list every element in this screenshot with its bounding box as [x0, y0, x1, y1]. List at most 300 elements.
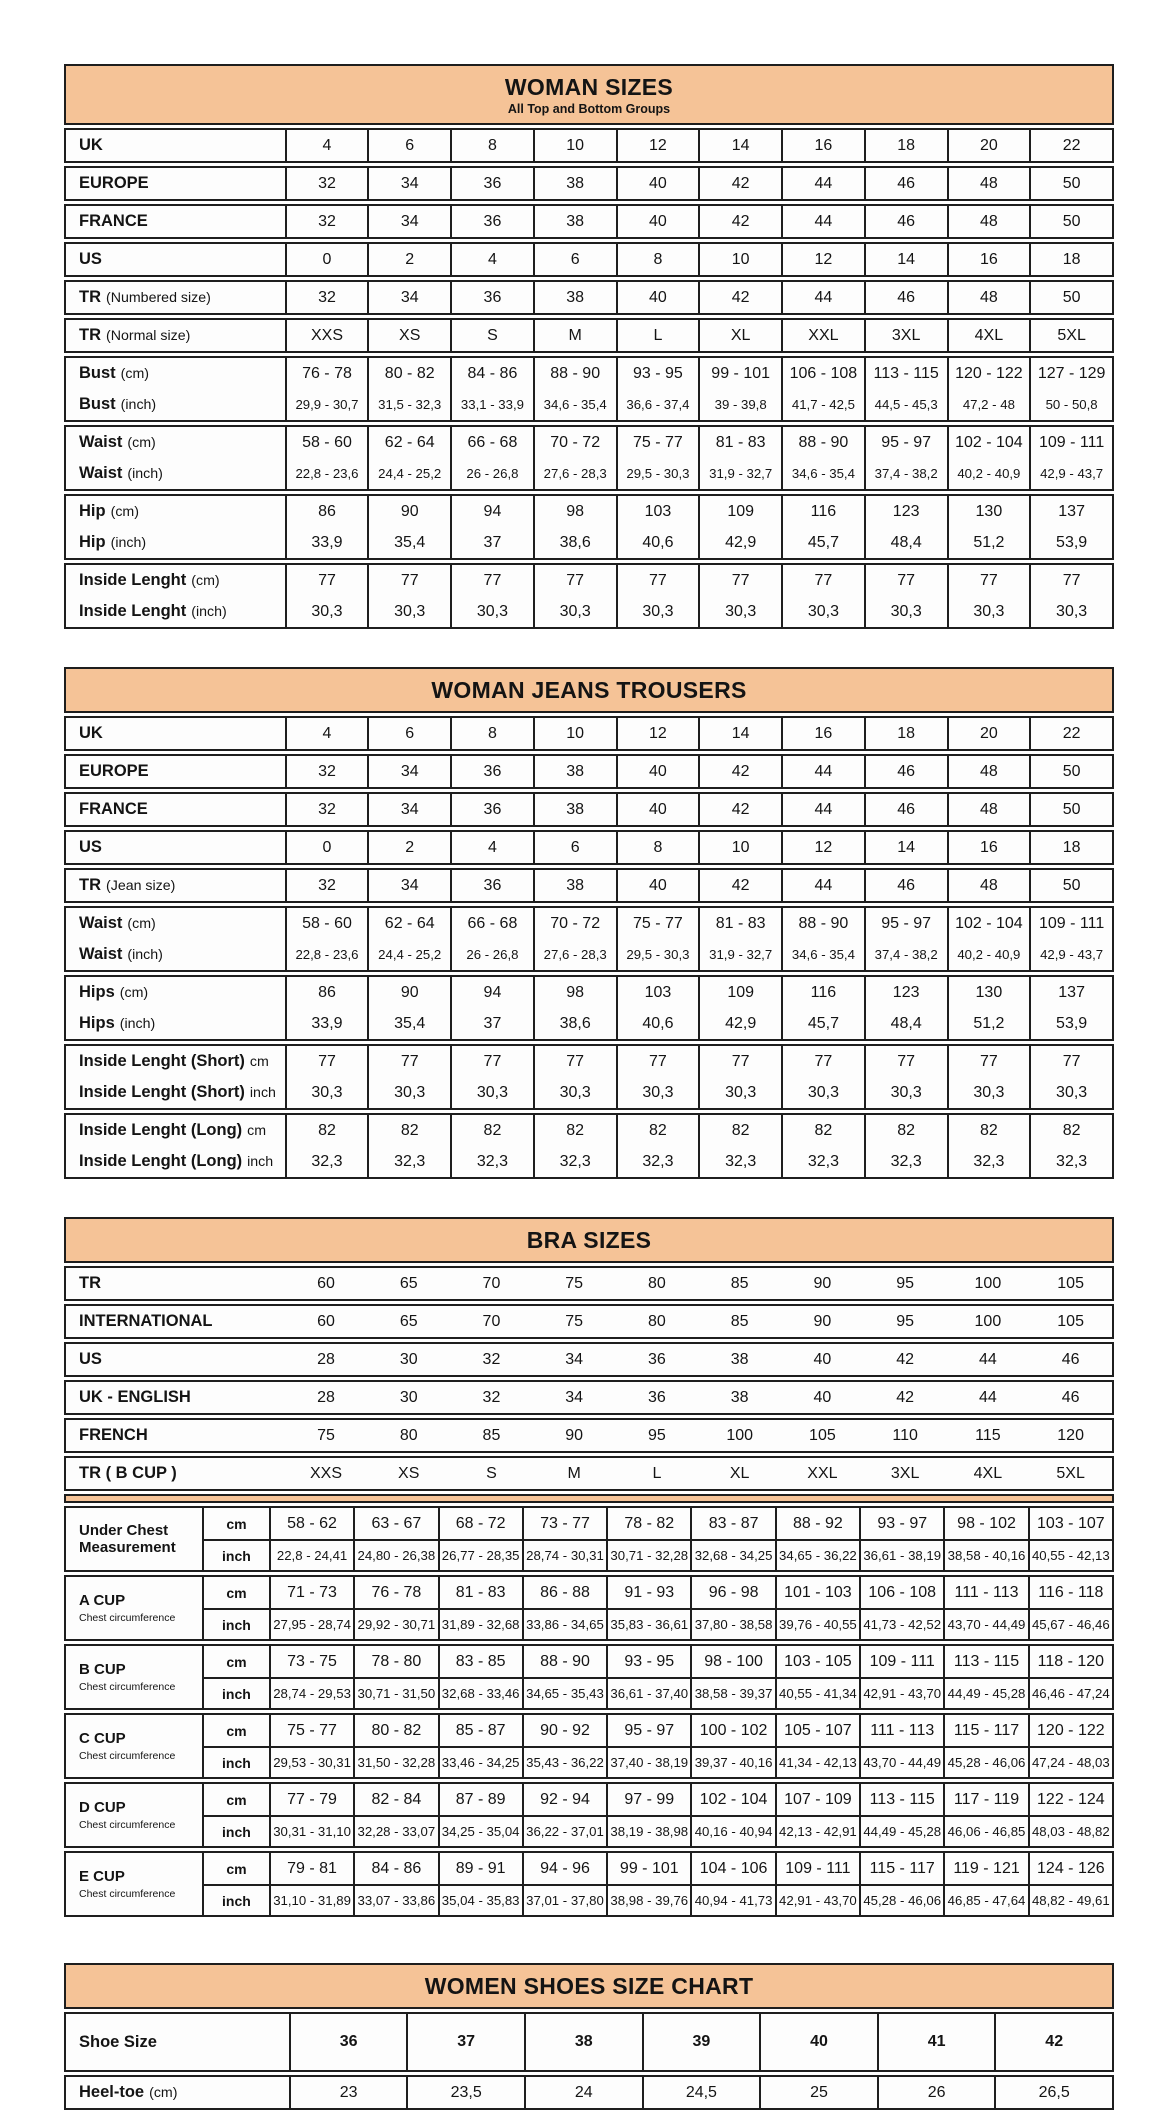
cell-value: 10	[698, 832, 781, 863]
cell-value: 45,28 - 46,06	[943, 1746, 1027, 1777]
cell-value: 30,3	[947, 596, 1030, 627]
cell-value: L	[652, 1464, 662, 1482]
cell-value: 5XL	[1056, 1464, 1085, 1482]
bra-sizes-row-group	[64, 1304, 1114, 1339]
cell-value: 46	[864, 206, 947, 237]
cell-value: 87 - 89	[438, 1784, 522, 1815]
cell-value: 100	[726, 1426, 754, 1444]
cell-value: 105 - 107	[775, 1715, 859, 1746]
cell-value: 32	[285, 206, 368, 237]
row-label: TR (Jean size)	[79, 876, 176, 894]
cell-value: 22	[1029, 130, 1112, 161]
cell-value: 94 - 96	[522, 1853, 606, 1884]
cell-value: 35,04 - 35,83	[438, 1884, 522, 1915]
cell-value: 70	[482, 1274, 501, 1292]
row-label: UK	[79, 724, 103, 742]
cell-value: 18	[864, 130, 947, 161]
bra-sizes-row-group	[64, 1342, 1114, 1377]
cell-value: 43,70 - 44,49	[859, 1746, 943, 1777]
cell-value: 36,6 - 37,4	[616, 389, 699, 420]
cell-value: 23,5	[406, 2077, 524, 2108]
woman-sizes-row-group	[64, 425, 1114, 491]
cell-value: 6	[367, 718, 450, 749]
cell-value: 40	[813, 1388, 832, 1406]
cell-value: 40	[616, 756, 699, 787]
cell-value: 29,53 - 30,31	[269, 1746, 353, 1777]
row-label: Under Chest Measurement	[79, 1521, 176, 1556]
woman-jeans-row-group	[64, 868, 1114, 903]
cell-value: 5XL	[1029, 320, 1112, 351]
cell-value: 105	[809, 1426, 836, 1444]
cell-value: 40,2 - 40,9	[947, 939, 1030, 970]
cell-value: 77	[864, 565, 947, 596]
cell-value: 42	[698, 282, 781, 313]
cell-value: 30,3	[698, 596, 781, 627]
cell-value: 120 - 122	[1028, 1715, 1112, 1746]
cell-value: 42,91 - 43,70	[859, 1677, 943, 1708]
cell-value: 24,4 - 25,2	[367, 939, 450, 970]
cell-value: 46,06 - 46,85	[943, 1815, 1027, 1846]
cell-value: 30,71 - 32,28	[606, 1539, 690, 1570]
cell-value: 77	[1029, 565, 1112, 596]
cell-value: 75	[317, 1426, 335, 1444]
cell-value: 47,24 - 48,03	[1028, 1746, 1112, 1777]
cell-value: 85	[730, 1312, 749, 1330]
cell-value: 30,3	[698, 1077, 781, 1108]
cell-value: 58 - 60	[285, 908, 368, 939]
cell-value: 106 - 108	[781, 358, 864, 389]
cell-value: 79 - 81	[269, 1853, 353, 1884]
cell-value: XXS	[309, 1464, 342, 1482]
cell-value: 4	[450, 244, 533, 275]
cell-value: 32,3	[616, 1146, 699, 1177]
cell-value: 44,49 - 45,28	[859, 1815, 943, 1846]
cell-value: 100 - 102	[690, 1715, 774, 1746]
cell-value: 77	[450, 1046, 533, 1077]
cell-value: 30,3	[864, 1077, 947, 1108]
cell-value: 111 - 113	[943, 1577, 1027, 1608]
cell-value: 46	[1061, 1388, 1080, 1406]
cell-value: 40	[616, 168, 699, 199]
cell-value: 30,3	[781, 1077, 864, 1108]
cell-value: 116	[781, 496, 864, 527]
cell-value: 70 - 72	[533, 908, 616, 939]
cell-value: 50	[1029, 168, 1112, 199]
cell-value: 124 - 126	[1028, 1853, 1112, 1884]
cell-value: 37	[450, 1008, 533, 1039]
cell-value: 40	[616, 206, 699, 237]
cell-value: 45,67 - 46,46	[1028, 1608, 1112, 1639]
cell-value: 38,58 - 40,16	[943, 1539, 1027, 1570]
cell-value: 32,3	[450, 1146, 533, 1177]
cell-value: 33,1 - 33,9	[450, 389, 533, 420]
cell-value: 80 - 82	[353, 1715, 437, 1746]
bra-sizes-row-group	[64, 1782, 1114, 1848]
cell-value: 44	[978, 1388, 997, 1406]
cell-value: 82	[947, 1115, 1030, 1146]
cell-value: 100	[974, 1312, 1002, 1330]
cell-value: 76 - 78	[353, 1577, 437, 1608]
cell-value: 33,9	[285, 1008, 368, 1039]
row-label: Hip (inch)	[79, 533, 147, 551]
unit-label: cm	[202, 1646, 269, 1677]
cell-value: 116	[781, 977, 864, 1008]
row-label: Inside Lenght (cm)	[79, 571, 220, 589]
cell-value: 85	[482, 1426, 501, 1444]
cell-value: 48	[947, 168, 1030, 199]
cell-value: 2	[367, 244, 450, 275]
cell-value: 34,65 - 35,43	[522, 1677, 606, 1708]
cell-value: 115 - 117	[859, 1853, 943, 1884]
woman-jeans-row-group	[64, 830, 1114, 865]
women-shoes-row-group	[64, 2075, 1114, 2110]
cell-value: 71 - 73	[269, 1577, 353, 1608]
woman-sizes-title: WOMAN SIZES	[504, 74, 674, 100]
cell-value: 41,73 - 42,52	[859, 1608, 943, 1639]
cell-value: 116 - 118	[1028, 1577, 1112, 1608]
cell-value: 33,9	[285, 527, 368, 558]
cell-value: 90	[813, 1312, 832, 1330]
cell-value: 37	[450, 527, 533, 558]
cell-value: 32	[285, 756, 368, 787]
cell-value: 36	[648, 1350, 666, 1368]
cell-value: 103	[616, 496, 699, 527]
cell-value: 38,19 - 38,98	[606, 1815, 690, 1846]
cell-value: 85 - 87	[438, 1715, 522, 1746]
cell-value: 31,89 - 32,68	[438, 1608, 522, 1639]
cell-value: 14	[864, 244, 947, 275]
cell-value: 40	[616, 870, 699, 901]
cell-value: 30,3	[533, 1077, 616, 1108]
row-label: Shoe Size	[79, 2032, 157, 2051]
cell-value: 40	[616, 282, 699, 313]
cell-value: 83 - 87	[690, 1508, 774, 1539]
cell-value: 100	[974, 1274, 1002, 1292]
cell-value: 6	[367, 130, 450, 161]
cell-value: 75	[565, 1312, 584, 1330]
cell-value: 30,3	[616, 1077, 699, 1108]
cell-value: 34,6 - 35,4	[533, 389, 616, 420]
bra-sizes-table	[64, 1217, 1114, 1917]
cell-value: 107 - 109	[775, 1784, 859, 1815]
cell-value: 36,61 - 38,19	[859, 1539, 943, 1570]
cell-value: 46	[864, 756, 947, 787]
cell-value: 98	[533, 977, 616, 1008]
cell-value: 98	[533, 496, 616, 527]
cell-value: 98 - 100	[690, 1646, 774, 1677]
cell-value: 32,3	[367, 1146, 450, 1177]
cell-value: 24	[524, 2077, 642, 2108]
cell-value: L	[616, 320, 699, 351]
unit-label: inch	[202, 1677, 269, 1708]
cell-value: 30,3	[367, 596, 450, 627]
cell-value: 90	[367, 496, 450, 527]
cell-value: 77	[616, 1046, 699, 1077]
row-label: UK - ENGLISH	[79, 1388, 191, 1406]
cell-value: 77	[450, 565, 533, 596]
row-label: TR (Normal size)	[79, 326, 191, 344]
row-label: Hips (inch)	[79, 1014, 156, 1032]
cell-value: 78 - 80	[353, 1646, 437, 1677]
cell-value: 28,74 - 29,53	[269, 1677, 353, 1708]
cell-value: 34,25 - 35,04	[438, 1815, 522, 1846]
cell-value: 60	[317, 1274, 335, 1292]
cell-value: 81 - 83	[438, 1577, 522, 1608]
cell-value: 118 - 120	[1028, 1646, 1112, 1677]
cell-value: 82	[1029, 1115, 1112, 1146]
cell-value: S	[486, 1464, 497, 1482]
cell-value: 37,01 - 37,80	[522, 1884, 606, 1915]
woman-sizes-subtitle: All Top and Bottom Groups	[507, 102, 671, 116]
cell-value: 88 - 90	[533, 358, 616, 389]
cell-value: 47,2 - 48	[947, 389, 1030, 420]
cell-value: XXL	[781, 320, 864, 351]
cell-value: 42	[896, 1388, 915, 1406]
cell-value: 103 - 105	[775, 1646, 859, 1677]
cell-value: 39,76 - 40,55	[775, 1608, 859, 1639]
cell-value: 30,3	[616, 596, 699, 627]
cell-value: 123	[864, 977, 947, 1008]
cell-value: 82	[698, 1115, 781, 1146]
cell-value: 123	[864, 496, 947, 527]
cell-value: 4	[450, 832, 533, 863]
cell-value: 35,4	[367, 1008, 450, 1039]
cell-value: 120 - 122	[947, 358, 1030, 389]
row-label: US	[79, 838, 102, 856]
cell-value: 44	[781, 168, 864, 199]
cell-value: 130	[947, 496, 1030, 527]
women-shoes-title: WOMEN SHOES SIZE CHART	[424, 1973, 754, 1999]
cell-value: 46,46 - 47,24	[1028, 1677, 1112, 1708]
cell-value: 27,6 - 28,3	[533, 939, 616, 970]
cell-value: 86	[285, 496, 368, 527]
cell-value: 38	[533, 282, 616, 313]
cell-value: 81 - 83	[698, 427, 781, 458]
cell-value: 45,28 - 46,06	[859, 1884, 943, 1915]
row-label: INTERNATIONAL	[79, 1312, 213, 1330]
cell-value: 35,4	[367, 527, 450, 558]
cell-value: 77	[367, 1046, 450, 1077]
cell-value: 113 - 115	[859, 1784, 943, 1815]
cell-value: 16	[947, 832, 1030, 863]
row-label: EUROPE	[79, 174, 149, 192]
cell-value: 115 - 117	[943, 1715, 1027, 1746]
cell-value: 4XL	[947, 320, 1030, 351]
cell-value: 30,3	[285, 1077, 368, 1108]
cell-value: 4XL	[973, 1464, 1003, 1482]
cell-value: 40,6	[616, 527, 699, 558]
cell-value: 34	[565, 1388, 584, 1406]
cell-value: XL	[698, 320, 781, 351]
cell-value: 32,3	[781, 1146, 864, 1177]
cell-value: 38	[533, 756, 616, 787]
cell-value: 95 - 97	[606, 1715, 690, 1746]
cell-value: 109 - 111	[859, 1646, 943, 1677]
bra-sizes-row-group	[64, 1575, 1114, 1641]
cell-value: 110	[892, 1426, 918, 1444]
cell-value: 40	[759, 2014, 877, 2070]
cell-value: 32,3	[698, 1146, 781, 1177]
woman-sizes-row-group	[64, 128, 1114, 163]
cell-value: 8	[450, 718, 533, 749]
cell-value: 8	[450, 130, 533, 161]
unit-label: inch	[202, 1608, 269, 1639]
cell-value: 48	[947, 282, 1030, 313]
cell-value: 32,3	[533, 1146, 616, 1177]
cell-value: 34,65 - 36,22	[775, 1539, 859, 1570]
row-label: TR (Numbered size)	[79, 288, 211, 306]
cell-value: 33,07 - 33,86	[353, 1884, 437, 1915]
cell-value: 42	[994, 2014, 1112, 2070]
cell-value: 62 - 64	[367, 427, 450, 458]
cell-value: 32,3	[285, 1146, 368, 1177]
woman-sizes-row-group	[64, 280, 1114, 315]
row-label: US	[79, 250, 102, 268]
cell-value: 50	[1029, 870, 1112, 901]
cell-value: 84 - 86	[353, 1853, 437, 1884]
row-label: B CUP Chest circumference	[79, 1661, 176, 1693]
cell-value: 40,6	[616, 1008, 699, 1039]
cell-value: 68 - 72	[438, 1508, 522, 1539]
cell-value: 12	[781, 244, 864, 275]
woman-sizes-row-group	[64, 204, 1114, 239]
cell-value: 44	[781, 282, 864, 313]
cell-value: 75 - 77	[269, 1715, 353, 1746]
women-shoes-header	[64, 1963, 1114, 2009]
cell-value: 44	[781, 794, 864, 825]
cell-value: 84 - 86	[450, 358, 533, 389]
cell-value: 37,80 - 38,58	[690, 1608, 774, 1639]
cell-value: 28,74 - 30,31	[522, 1539, 606, 1570]
cell-value: 60	[317, 1312, 335, 1330]
cell-value: 50	[1029, 206, 1112, 237]
cell-value: 30	[399, 1350, 418, 1368]
cell-value: 44,5 - 45,3	[864, 389, 947, 420]
cell-value: 28	[317, 1388, 335, 1406]
cell-value: 46	[864, 282, 947, 313]
cell-value: 34	[565, 1350, 584, 1368]
cell-value: 30,3	[781, 596, 864, 627]
cell-value: 32,3	[864, 1146, 947, 1177]
cell-value: 3XL	[890, 1464, 920, 1482]
cell-value: 77	[616, 565, 699, 596]
cell-value: 34,6 - 35,4	[781, 939, 864, 970]
cell-value: 32	[482, 1388, 501, 1406]
cell-value: 31,9 - 32,7	[698, 458, 781, 489]
cell-value: 18	[864, 718, 947, 749]
cell-value: 109	[698, 977, 781, 1008]
cell-value: 77	[864, 1046, 947, 1077]
cell-value: 32,28 - 33,07	[353, 1815, 437, 1846]
cell-value: 50	[1029, 282, 1112, 313]
cell-value: 80	[648, 1312, 666, 1330]
row-label: FRANCE	[79, 212, 148, 230]
cell-value: 77	[367, 565, 450, 596]
cell-value: 38	[524, 2014, 642, 2070]
cell-value: 29,5 - 30,3	[616, 939, 699, 970]
cell-value: 92 - 94	[522, 1784, 606, 1815]
cell-value: 46	[864, 794, 947, 825]
row-label: Inside Lenght (Long) cm	[79, 1121, 267, 1139]
cell-value: 4	[285, 718, 368, 749]
cell-value: 38	[533, 794, 616, 825]
cell-value: 88 - 92	[775, 1508, 859, 1539]
cell-value: 27,95 - 28,74	[269, 1608, 353, 1639]
woman-sizes-row-group	[64, 494, 1114, 560]
cell-value: 113 - 115	[943, 1646, 1027, 1677]
cell-value: 40	[616, 794, 699, 825]
cell-value: 38,58 - 39,37	[690, 1677, 774, 1708]
cell-value: 34	[367, 794, 450, 825]
cell-value: 65	[399, 1312, 418, 1330]
cell-value: 36	[450, 870, 533, 901]
cell-value: 95 - 97	[864, 427, 947, 458]
cell-value: 78 - 82	[606, 1508, 690, 1539]
cell-value: 14	[698, 130, 781, 161]
bra-sizes-row-group	[64, 1713, 1114, 1779]
cell-value: 76 - 78	[285, 358, 368, 389]
cell-value: 40,55 - 42,13	[1028, 1539, 1112, 1570]
cell-value: 41	[877, 2014, 995, 2070]
cell-value: 40,55 - 41,34	[775, 1677, 859, 1708]
row-label: A CUP Chest circumference	[79, 1592, 176, 1624]
cell-value: 88 - 90	[781, 427, 864, 458]
cell-value: 111 - 113	[859, 1715, 943, 1746]
cell-value: 77	[285, 565, 368, 596]
cell-value: 58 - 60	[285, 427, 368, 458]
cell-value: 39 - 39,8	[698, 389, 781, 420]
cell-value: 34,6 - 35,4	[781, 458, 864, 489]
row-label: E CUP Chest circumference	[79, 1868, 176, 1900]
cell-value: 89 - 91	[438, 1853, 522, 1884]
unit-label: inch	[202, 1746, 269, 1777]
cell-value: 75	[565, 1274, 584, 1292]
cell-value: 82	[450, 1115, 533, 1146]
cell-value: 103	[616, 977, 699, 1008]
cell-value: 32,3	[1029, 1146, 1112, 1177]
cell-value: 30,3	[450, 1077, 533, 1108]
cell-value: 18	[1029, 832, 1112, 863]
cell-value: 8	[616, 244, 699, 275]
bra-sizes-row-group	[64, 1506, 1114, 1572]
cell-value: 109 - 111	[1029, 427, 1112, 458]
cell-value: 14	[864, 832, 947, 863]
cell-value: 3XL	[864, 320, 947, 351]
cell-value: 80	[648, 1274, 666, 1292]
cell-value: 36	[648, 1388, 666, 1406]
cell-value: 36	[450, 168, 533, 199]
cell-value: 29,9 - 30,7	[285, 389, 368, 420]
cell-value: 105	[1057, 1312, 1084, 1330]
cell-value: 36,22 - 37,01	[522, 1815, 606, 1846]
cell-value: 99 - 101	[606, 1853, 690, 1884]
woman-sizes-header	[64, 64, 1114, 125]
cell-value: 14	[698, 718, 781, 749]
cell-value: 39,37 - 40,16	[690, 1746, 774, 1777]
cell-value: 26 - 26,8	[450, 939, 533, 970]
cell-value: 32,68 - 33,46	[438, 1677, 522, 1708]
cell-value: 91 - 93	[606, 1577, 690, 1608]
cell-value: 27,6 - 28,3	[533, 458, 616, 489]
cell-value: 37,4 - 38,2	[864, 458, 947, 489]
cell-value: 38	[730, 1350, 749, 1368]
row-label: D CUP Chest circumference	[79, 1799, 176, 1831]
cell-value: 40,16 - 40,94	[690, 1815, 774, 1846]
cell-value: 38,6	[533, 1008, 616, 1039]
cell-value: 90 - 92	[522, 1715, 606, 1746]
row-label: Waist (inch)	[79, 945, 163, 963]
cell-value: 26 - 26,8	[450, 458, 533, 489]
